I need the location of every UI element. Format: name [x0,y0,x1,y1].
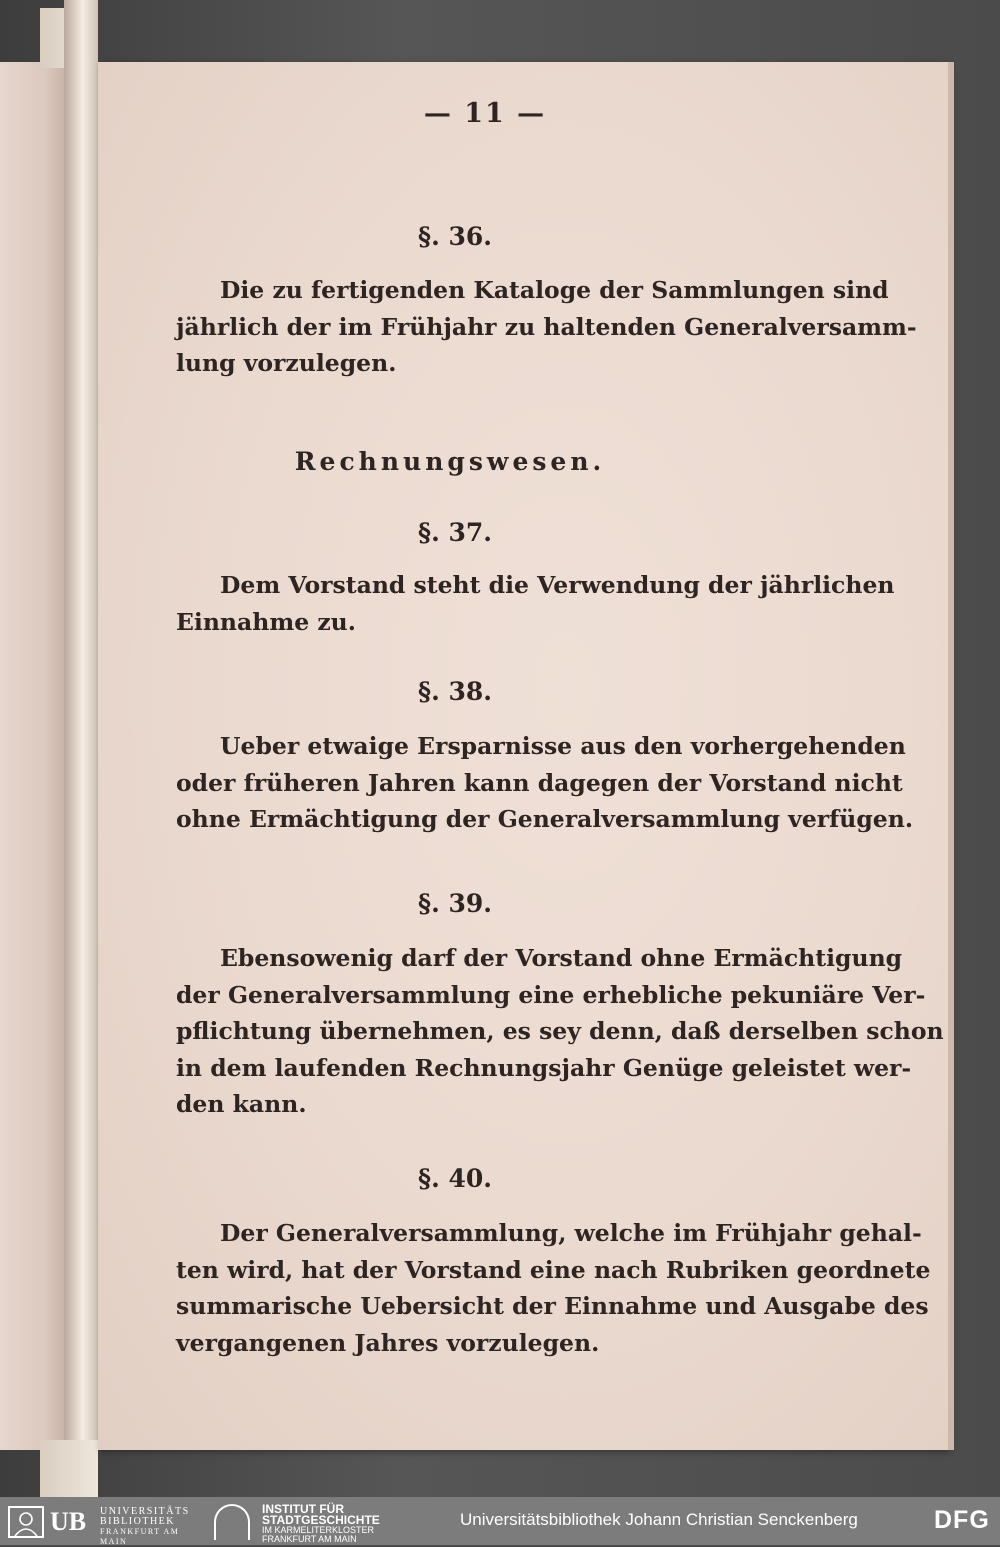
paragraph-39 [176,940,944,1123]
section-number-37: §. 37. [418,518,492,547]
paragraph-line: ten wird, hat der Vorstand eine nach Rubriken geordnete [176,1255,931,1284]
portrait-glyph [10,1508,42,1536]
isg-text [262,1504,380,1544]
isg-line: STADTGESCHICHTE [262,1513,380,1527]
arch-icon [214,1504,250,1540]
footer-bar [0,1497,1000,1545]
section-number-40: §. 40. [418,1164,492,1193]
isg-line: FRANKFURT AM MAIN [262,1534,357,1544]
dfg-logo[interactable]: DFG [934,1506,990,1534]
library-name[interactable]: Universitätsbibliothek Johann Christian Senckenberg [460,1510,858,1529]
portrait-icon [8,1506,44,1538]
paragraph-line: jährlich der im Frühjahr zu haltenden Generalversamm- [176,312,917,341]
paragraph-38 [176,728,914,838]
paragraph-line: summarische Uebersicht der Einnahme und Ausgabe des [176,1292,929,1320]
page-edge [948,62,954,1450]
section-heading: Rechnungswesen. [294,447,606,476]
page-number: — 11 — [423,98,547,129]
paragraph-36 [176,272,917,382]
isg-logo[interactable] [214,1502,454,1544]
section-number-36: §. 36. [418,222,492,251]
paragraph-line: den kann. [176,1090,307,1118]
ub-line: UNIVERSITÄTS [100,1506,190,1517]
paragraph-line: Dem Vorstand steht die Verwendung der jährlichen [220,571,895,599]
paragraph-line: Der Generalversammlung, welche im Frühjahr gehal- [220,1219,922,1247]
paragraph-line: lung vorzulegen. [176,349,397,377]
ub-text [100,1507,198,1547]
paragraph-line: Ebensowenig darf der Vorstand ohne Ermächtigung [220,944,903,972]
paragraph-line: vergangenen Jahres vorzulegen. [176,1328,600,1357]
book-gutter [64,0,98,1497]
paragraph-40 [176,1215,931,1361]
paragraph-line: oder früheren Jahren kann dagegen der Vorstand nicht [176,768,903,797]
paragraph-line: pflichtung übernehmen, es sey denn, daß derselben schon [176,1017,944,1045]
ub-logo[interactable] [8,1506,198,1546]
ub-line: FRANKFURT AM MAIN [100,1527,180,1546]
binding-tab-bottom [40,1440,98,1497]
section-number-38: §. 38. [418,677,492,706]
paragraph-line: in dem laufenden Rechnungsjahr Genüge geleistet wer- [176,1053,912,1082]
section-number-39: §. 39. [418,889,492,918]
paragraph-line: Die zu fertigenden Kataloge der Sammlungen sind [220,276,889,304]
ub-line: BIBLIOTHEK [100,1516,175,1527]
isg-line: IM KARMELITERKLOSTER [262,1525,375,1535]
facing-page-edge [0,62,64,1450]
paragraph-37 [176,567,895,640]
paragraph-line: Einnahme zu. [176,607,356,636]
paragraph-line: Ueber etwaige Ersparnisse aus den vorhergehenden [220,732,906,760]
isg-line: INSTITUT FÜR [262,1502,344,1516]
ub-letters: UB [50,1507,87,1536]
paragraph-line: ohne Ermächtigung der Generalversammlung verfügen. [176,805,914,833]
paragraph-line: der Generalversammlung eine erhebliche pekuniäre Ver- [176,980,926,1009]
